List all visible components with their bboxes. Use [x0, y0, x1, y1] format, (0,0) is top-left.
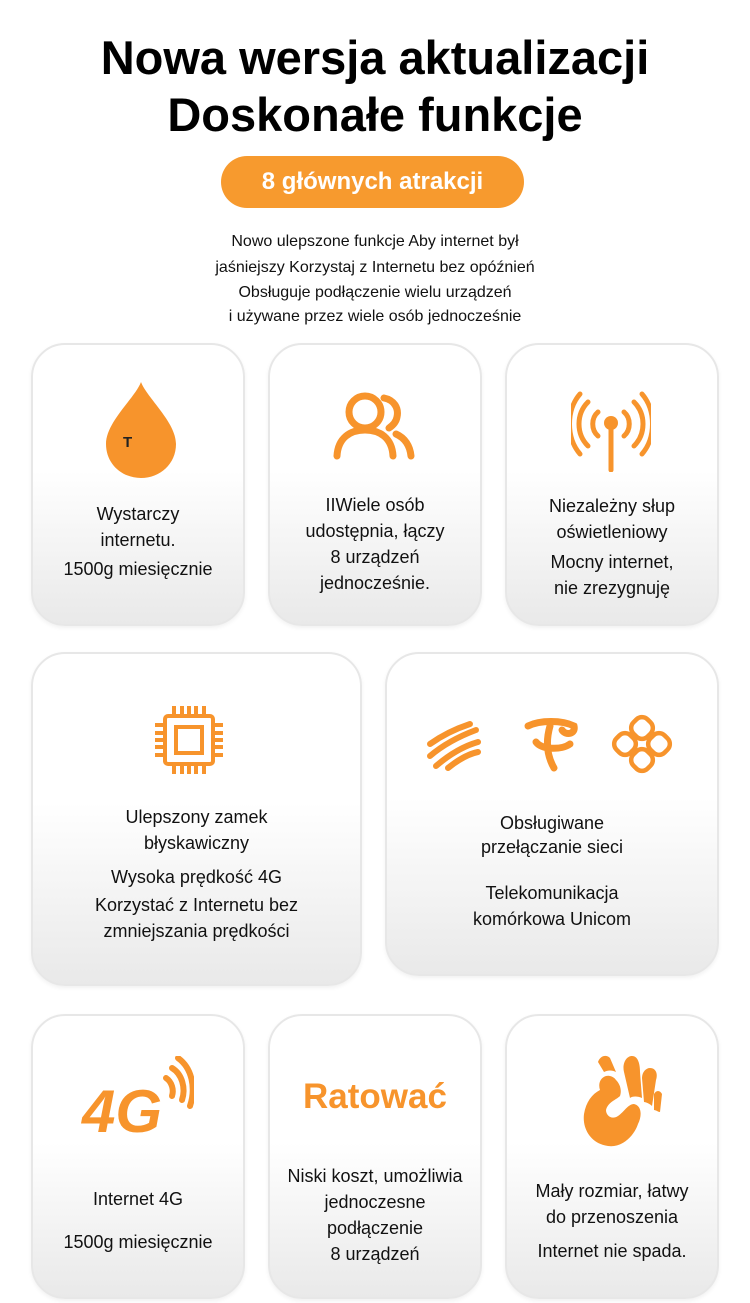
card-sharing-line-2: udostępnia, łączy	[305, 521, 445, 541]
card-portable-line-3: Internet nie spada.	[537, 1241, 687, 1261]
card-data-line-3: 1500g miesięcznie	[63, 559, 213, 579]
page-title-line-1: Nowa wersja aktualizacji	[100, 31, 650, 84]
ok-hand-icon	[578, 1050, 662, 1150]
card-4g-line-2: 1500g miesięcznie	[63, 1232, 213, 1252]
card-save-line-3: podłączenie	[326, 1218, 424, 1238]
card-tower-line-1: Niezależny słup	[548, 496, 676, 516]
intro-line-3: Obsługuje podłączenie wielu urządzeń	[238, 284, 512, 301]
drop-letter: T	[123, 434, 133, 451]
card-portable-line-2: do przenoszenia	[545, 1207, 679, 1227]
card-networks-line-3: Telekomunikacja	[485, 883, 619, 903]
card-tower-line-3: Mocny internet,	[550, 552, 674, 572]
intro-line-4: i używane przez wiele osób jednocześnie	[228, 308, 522, 325]
card-portable-line-1: Mały rozmiar, łatwy	[535, 1181, 689, 1201]
card-chip-line-5: zmniejszania prędkości	[103, 921, 290, 941]
water-drop-icon	[102, 380, 180, 480]
card-networks-line-4: komórkowa Unicom	[472, 909, 632, 929]
card-tower-line-2: oświetleniowy	[556, 522, 668, 542]
attractions-badge: 8 głównych atrakcji	[221, 156, 524, 208]
china-telecom-logo-icon	[522, 714, 580, 774]
card-sharing-line-1: IIWiele osób	[325, 495, 425, 515]
4g-logo-text: 4G	[82, 1078, 163, 1138]
card-sharing-line-3: 8 urządzeń	[330, 547, 420, 567]
china-mobile-logo-icon	[424, 716, 482, 772]
users-icon	[332, 390, 417, 462]
intro-line-2: jaśniejszy Korzystaj z Internetu bez opóźnień	[215, 259, 535, 276]
card-chip-line-4: Korzystać z Internetu bez	[94, 895, 299, 915]
page-title-line-2: Doskonałe funkcje	[167, 88, 583, 141]
china-unicom-logo-icon	[607, 714, 677, 774]
card-4g-line-1: Internet 4G	[92, 1189, 184, 1209]
card-data-line-1: Wystarczy	[96, 504, 180, 524]
card-networks-line-2: przełączanie sieci	[480, 837, 624, 857]
card-save-line-4: 8 urządzeń	[330, 1244, 420, 1264]
card-networks-line-1: Obsługiwane	[499, 813, 605, 833]
card-save-line-1: Niski koszt, umożliwia	[287, 1166, 463, 1186]
card-chip-line-2: błyskawiczny	[143, 833, 250, 853]
card-data-line-2: internetu.	[100, 530, 176, 550]
card-chip-line-1: Ulepszony zamek	[125, 807, 268, 827]
antenna-tower-icon	[571, 390, 651, 472]
card-tower-line-4: nie zrezygnuję	[553, 578, 671, 598]
chip-icon	[152, 703, 226, 777]
save-heading: Ratować	[303, 1077, 447, 1116]
card-save-line-2: jednoczesne	[324, 1192, 426, 1212]
4g-signal-icon	[80, 1056, 194, 1138]
intro-line-1: Nowo ulepszone funkcje Aby internet był	[231, 233, 519, 250]
card-chip-line-3: Wysoka prędkość 4G	[111, 867, 282, 887]
card-sharing-line-4: jednocześnie.	[319, 573, 431, 593]
